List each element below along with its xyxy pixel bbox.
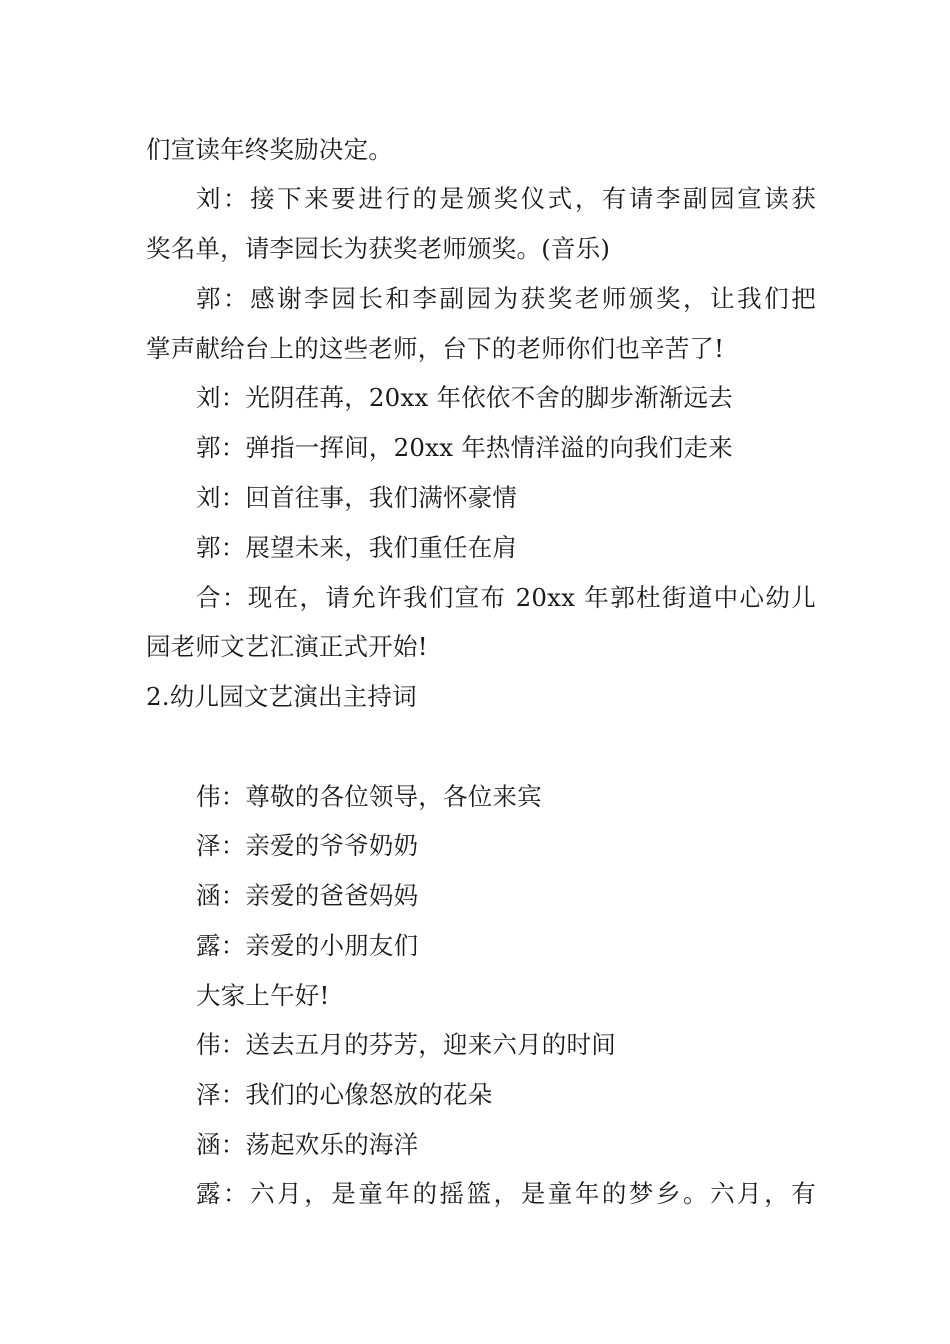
text-line: 园老师文艺汇演正式开始! <box>146 632 428 661</box>
text-line: 大家上午好! <box>196 981 330 1010</box>
text-line: 奖名单，请李园长为获奖老师颁奖。(音乐) <box>146 234 611 263</box>
text-line: 泽：我们的心像怒放的花朵 <box>196 1080 493 1109</box>
text-line: 合：现在，请允许我们宣布 20xx 年郭杜街道中心幼儿 <box>196 583 816 612</box>
text-line: 刘：回首往事，我们满怀豪情 <box>196 483 518 512</box>
text-line: 刘：接下来要进行的是颁奖仪式，有请李副园宣读获 <box>196 184 816 213</box>
text-line: 涵：亲爱的爸爸妈妈 <box>196 881 419 910</box>
text-line: 郭：弹指一挥间，20xx 年热情洋溢的向我们走来 <box>196 433 733 462</box>
text-line: 涵：荡起欢乐的海洋 <box>196 1130 419 1159</box>
text-line: 们宣读年终奖励决定。 <box>146 135 393 164</box>
section-heading: 2.幼儿园文艺演出主持词 <box>146 682 417 711</box>
text-line: 露：亲爱的小朋友们 <box>196 931 419 960</box>
text-line: 伟：尊敬的各位领导，各位来宾 <box>196 782 542 811</box>
text-line: 泽：亲爱的爷爷奶奶 <box>196 831 419 860</box>
text-line: 露：六月，是童年的摇篮，是童年的梦乡。六月，有 <box>196 1179 816 1208</box>
text-line: 郭：展望未来，我们重任在肩 <box>196 533 518 562</box>
text-line: 伟：送去五月的芬芳，迎来六月的时间 <box>196 1030 616 1059</box>
text-line: 掌声献给台上的这些老师，台下的老师你们也辛苦了! <box>146 334 725 363</box>
text-line: 郭：感谢李园长和李副园为获奖老师颁奖，让我们把 <box>196 284 816 313</box>
text-line: 刘：光阴荏苒，20xx 年依依不舍的脚步渐渐远去 <box>196 383 733 412</box>
